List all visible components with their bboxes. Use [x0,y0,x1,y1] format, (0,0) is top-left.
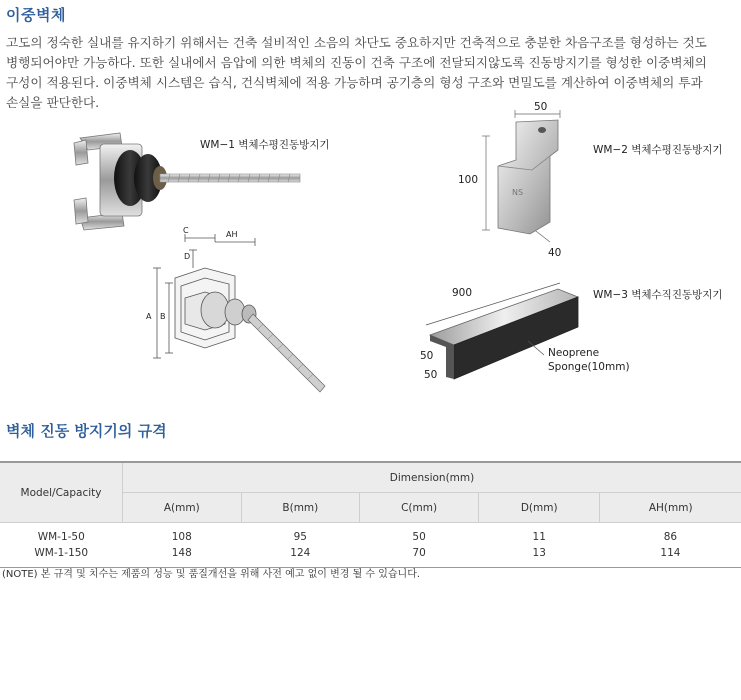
wm3-dim-h1: 50 [420,350,434,362]
table-note: (NOTE) 본 규격 및 치수는 제품의 성능 및 품질개선을 위해 사전 예고 없이 변경 될 수 있습니다. [2,569,421,580]
col-header-c: C(mm) [360,493,479,523]
wm1-drawing [145,228,335,398]
wm2-dim-width: 50 [534,101,548,113]
wm2-label: WM−2 벽체수평진동방지기 [593,144,723,156]
intro-line: 구성이 적용된다. 이중벽체 시스템은 습식, 건식벽체에 적용 가능하며 공기층의 형성 구조와 면밀도를 계산하여 이중벽체의 투과 [6,75,703,90]
svg-text:NS: NS [512,188,524,197]
drawing-label-c: C [183,226,189,235]
drawing-label-b: B [160,312,166,321]
cell-d: 13 [479,545,600,568]
dimension-header: Dimension(mm) [123,462,741,493]
col-header-ah: AH(mm) [600,493,741,523]
spec-heading: 벽체 진동 방지기의 규격 [6,422,167,440]
col-header-a: A(mm) [123,493,242,523]
drawing-label-ah: AH [226,230,238,239]
cell-b: 124 [241,545,360,568]
wm1-label: WM−1 벽체수평진동방지기 [200,139,330,151]
wm3-label: WM−3 벽체수직진동방지기 [593,289,723,301]
wm2-photo [470,110,580,250]
wm2-dim-height: 100 [458,174,479,186]
wm3-material-line2: Sponge(10mm) [548,361,630,373]
cell-a: 108 [171,531,192,543]
wm2-dim-depth: 40 [548,247,562,259]
wm3-dim-h2: 50 [424,369,438,381]
drawing-label-a: A [146,312,152,321]
wm3-material-line1: Neoprene [548,347,600,359]
cell-ah: 86 [663,531,678,543]
model-header: Model/Capacity [0,462,123,523]
wm1-photo [60,118,310,238]
cell-c: 70 [360,545,479,568]
cell-ah: 114 [600,545,741,568]
section-heading: 이중벽체 [6,6,66,24]
intro-line: 손실을 판단한다. [6,95,100,110]
intro-line: 고도의 정숙한 실내를 유지하기 위해서는 건축 설비적인 소음의 차단도 중요하지만 건축적으로 충분한 차음구조를 형성하는 것도 [6,35,707,50]
row-model: WM-1-50 [37,531,85,543]
cell-b: 95 [293,531,307,543]
col-header-b: B(mm) [241,493,360,523]
cell-c: 50 [412,531,426,543]
col-header-d: D(mm) [479,493,600,523]
cell-a: 148 [123,545,242,568]
table-row [0,523,741,546]
spec-table [0,461,741,568]
cell-d: 11 [532,531,546,543]
intro-line: 병행되어야만 가능하다. 또한 실내에서 음압에 의한 벽체의 진동이 건축 구조에 전달되지않도록 진동방지기를 형성한 이중벽체의 [6,55,707,70]
drawing-label-d: D [184,252,191,261]
intro-text [6,33,734,113]
row-model: WM-1-150 [0,545,123,568]
wm3-dim-length: 900 [452,287,473,299]
